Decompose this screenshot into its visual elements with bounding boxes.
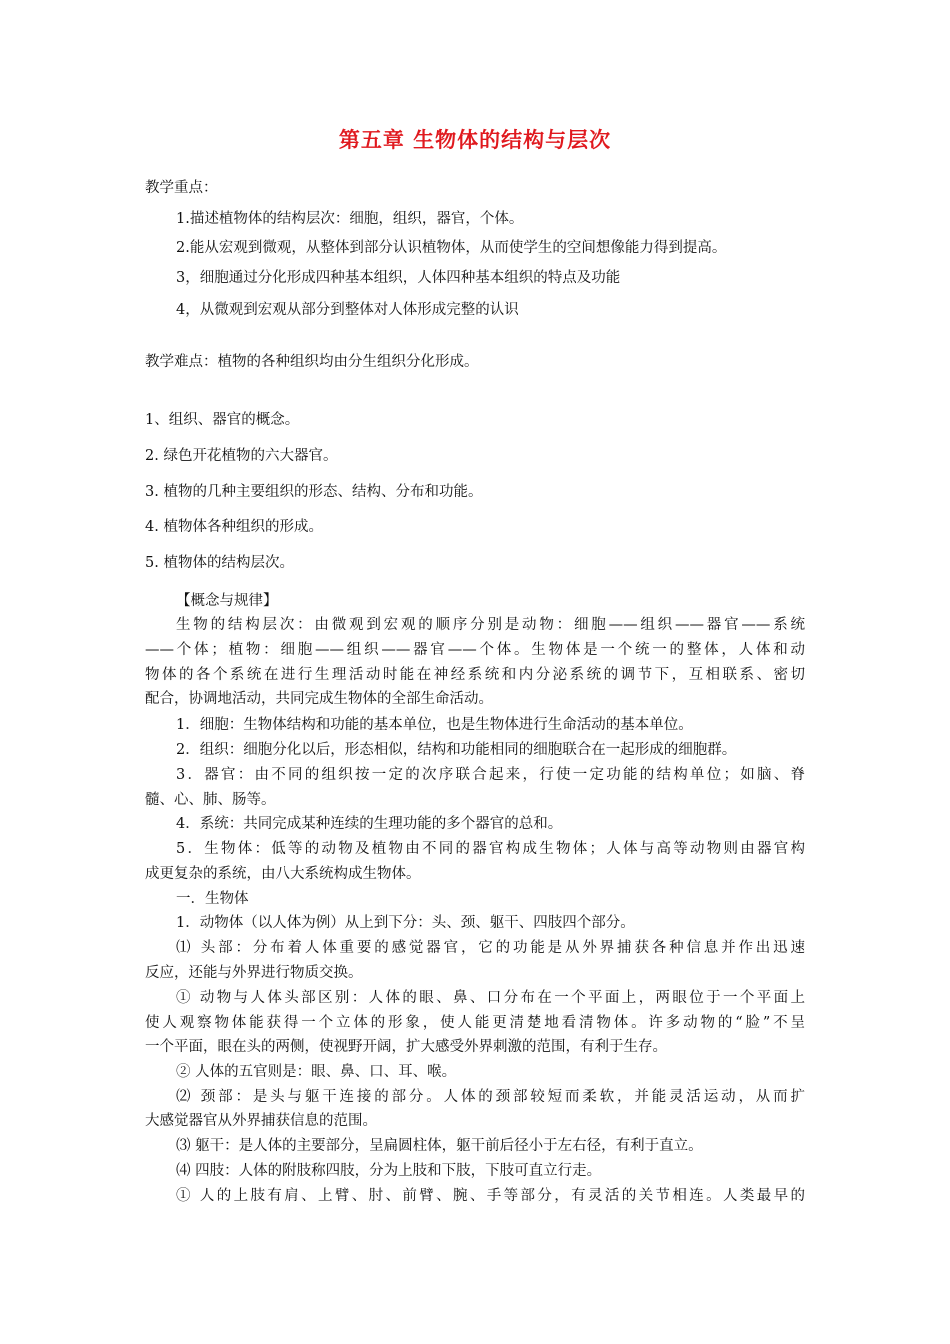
body-line: 4．系统：共同完成某种连续的生理功能的多个器官的总和。 [176, 816, 563, 832]
focus-item: 2.能从宏观到微观，从整体到部分认识植物体，从而使学生的空间想像能力得到提高。 [176, 240, 727, 256]
body-line: 大感觉器官从外界捕获信息的范围。 [145, 1113, 377, 1129]
focus-item: 1.描述植物体的结构层次：细胞，组织，器官，个体。 [176, 211, 524, 227]
body-line: 使人观察物体能获得一个立体的形象，使人能更清楚地看清物体。许多动物的“脸”不呈 [145, 1015, 805, 1031]
body-line: ① 人的上肢有肩、上臂、肘、前臂、腕、手等部分，有灵活的关节相连。人类最早的 [176, 1188, 805, 1204]
body-line: ⑴ 头部：分布着人体重要的感觉器官，它的功能是从外界捕获各种信息并作出迅速 [176, 940, 805, 956]
focus-heading: 教学重点： [145, 180, 218, 196]
body-line: 反应，还能与外界进行物质交换。 [145, 965, 363, 981]
body-line: ⑵ 颈部：是头与躯干连接的部分。人体的颈部较短而柔软，并能灵活运动，从而扩 [176, 1089, 805, 1105]
section-heading: 【概念与规律】 [176, 593, 278, 609]
topic-item: 4. 植物体各种组织的形成。 [145, 519, 323, 535]
difficulty-text: 教学难点：植物的各种组织均由分生组织分化形成。 [145, 354, 479, 370]
topic-item: 3. 植物的几种主要组织的形态、结构、分布和功能。 [145, 484, 483, 500]
body-line: 物体的各个系统在进行生理活动时能在神经系统和内分泌系统的调节下，互相联系、密切 [145, 667, 805, 683]
body-line: ——个体；植物：细胞——组织——器官——个体。生物体是一个统一的整体，人体和动 [145, 642, 805, 658]
body-line: ① 动物与人体头部区别：人体的眼、鼻、口分布在一个平面上，两眼位于一个平面上 [176, 990, 805, 1006]
body-line: 5．生物体：低等的动物及植物由不同的器官构成生物体；人体与高等动物则由器官构 [176, 841, 805, 857]
page-title: 第五章 生物体的结构与层次 [338, 128, 612, 152]
body-line: ② 人体的五官则是：眼、鼻、口、耳、喉。 [176, 1064, 457, 1080]
topic-item: 5. 植物体的结构层次。 [145, 555, 294, 571]
body-line: 1．细胞：生物体结构和功能的基本单位，也是生物体进行生命活动的基本单位。 [176, 717, 693, 733]
body-line: 3．器官：由不同的组织按一定的次序联合起来，行使一定功能的结构单位；如脑、脊 [176, 767, 805, 783]
body-line: 配合，协调地活动，共同完成生物体的全部生命活动。 [145, 691, 493, 707]
body-line: 1．动物体（以人体为例）从上到下分：头、颈、躯干、四肢四个部分。 [176, 915, 635, 931]
body-line: 一个平面，眼在头的两侧，使视野开阔，扩大感受外界刺激的范围，有利于生存。 [145, 1039, 667, 1055]
body-line: ⑷ 四肢：人体的附肢称四肢，分为上肢和下肢，下肢可直立行走。 [176, 1163, 602, 1179]
focus-item: 3，细胞通过分化形成四种基本组织，人体四种基本组织的特点及功能 [176, 270, 621, 286]
subsection-heading: 一．生物体 [176, 891, 249, 907]
focus-item: 4，从微观到宏观从部分到整体对人体形成完整的认识 [176, 302, 519, 318]
body-line: 2．组织：细胞分化以后，形态相似，结构和功能相同的细胞联合在一起形成的细胞群。 [176, 742, 737, 758]
body-line: 成更复杂的系统，由八大系统构成生物体。 [145, 866, 421, 882]
body-line: 生物的结构层次：由微观到宏观的顺序分别是动物：细胞——组织——器官——系统 [176, 617, 805, 633]
body-line: ⑶ 躯干：是人体的主要部分，呈扁圆柱体，躯干前后径小于左右径，有利于直立。 [176, 1138, 703, 1154]
topic-item: 1、组织、器官的概念。 [145, 412, 300, 428]
topic-item: 2. 绿色开花植物的六大器官。 [145, 448, 338, 464]
body-line: 髓、心、肺、肠等。 [145, 792, 276, 808]
